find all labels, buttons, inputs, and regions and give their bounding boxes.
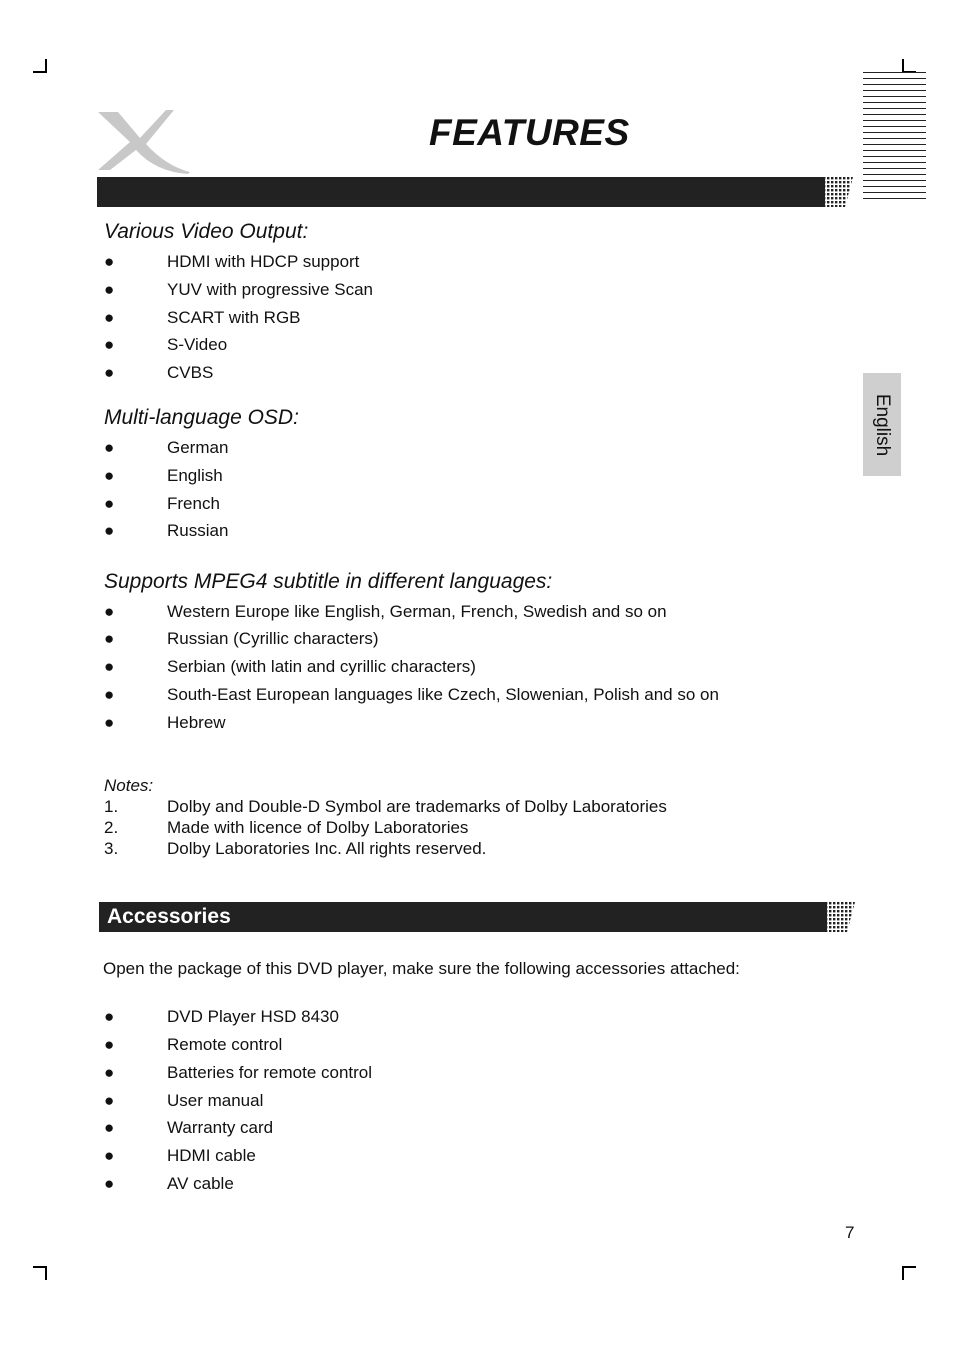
section-heading: Supports MPEG4 subtitle in different languages: (104, 570, 553, 593)
header-bar-dots (815, 177, 855, 207)
accessories-bar-dots (817, 902, 857, 932)
notes-label: Notes: (104, 776, 154, 795)
language-tab (863, 373, 901, 476)
decorative-stripes (863, 72, 926, 200)
section-heading: Various Video Output: (104, 220, 309, 243)
header-bar (97, 177, 825, 207)
crop-mark-top-left (33, 59, 47, 73)
accessories-title: Accessories (107, 905, 231, 928)
crop-mark-top-right (902, 59, 916, 73)
section-heading: Multi-language OSD: (104, 406, 299, 429)
language-tab-label: English (872, 393, 893, 456)
brand-logo-icon (96, 108, 192, 176)
accessories-intro: Open the package of this DVD player, make sure the following accessories attached: (103, 959, 740, 978)
page-title: FEATURES (429, 112, 630, 153)
crop-mark-bottom-left (33, 1266, 47, 1280)
crop-mark-bottom-right (902, 1266, 916, 1280)
page-number: 7 (845, 1223, 855, 1242)
